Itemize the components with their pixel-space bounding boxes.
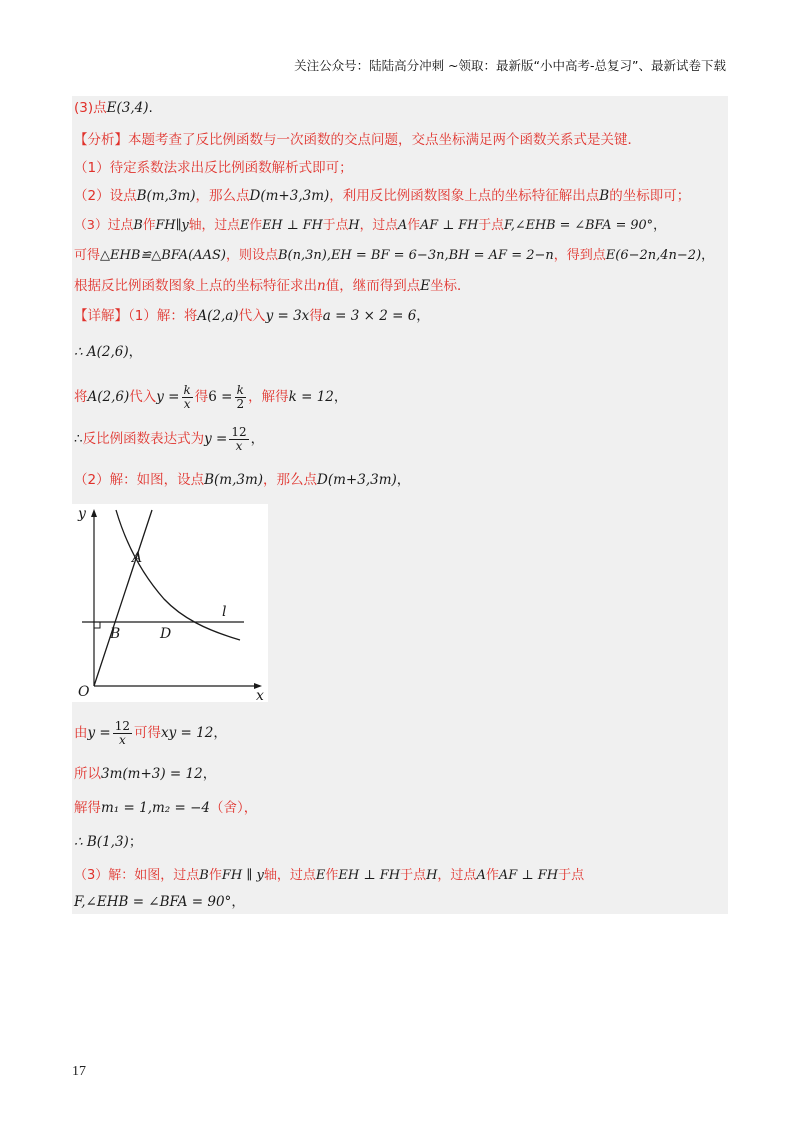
text: 作: [407, 218, 420, 233]
math: y =: [204, 431, 228, 447]
math: H: [348, 218, 360, 233]
label-l: l: [222, 604, 227, 620]
math: D(m+3,3m): [317, 472, 397, 488]
text: ，: [701, 248, 715, 263]
line-analysis-2: [74, 186, 690, 206]
label-a: A: [132, 550, 143, 566]
denominator: x: [235, 438, 243, 453]
line-part2-eq3: [74, 798, 257, 818]
label-y: y: [78, 506, 86, 522]
text: ，: [213, 725, 227, 741]
math: xy = 12: [161, 725, 214, 741]
analysis-tag: 【分析】: [74, 132, 128, 148]
text: ，: [416, 308, 430, 324]
text: 作: [485, 868, 499, 883]
text: 作: [249, 218, 263, 233]
text: （2）设点: [74, 188, 137, 204]
graph-svg: [72, 504, 268, 702]
right-angle-marker: [94, 622, 100, 628]
math: ∴ A(2,6): [74, 344, 129, 360]
page-header: 关注公众号：陆陆高分冲刺 ~领取：最新版“小中高考-总复习”、最新试卷下载: [294, 58, 726, 73]
text: 由: [74, 725, 88, 741]
math: A(2,a): [197, 308, 239, 324]
line-part2: [74, 470, 410, 490]
numerator: k: [183, 382, 191, 397]
math: D(m+3,3m): [249, 188, 330, 204]
text: 本题考查了反比例函数与一次函数的交点问题，交点坐标满足两个函数关系式是关键．: [128, 132, 641, 148]
math: m₁ = 1,m₂ = −4: [101, 800, 210, 816]
line-detail-4: [74, 424, 264, 454]
text: 将: [74, 389, 88, 405]
math: B: [133, 218, 143, 233]
text: ，得到点: [553, 248, 606, 263]
text: 解得: [74, 800, 101, 816]
text: 作: [208, 868, 222, 883]
math: △EHB≌△BFA(AAS): [100, 248, 226, 263]
math: H: [426, 868, 438, 883]
math: E: [420, 278, 431, 294]
denominator: 2: [236, 396, 245, 411]
line-part3b: [74, 892, 245, 912]
detail-tag: 【详解】: [74, 308, 128, 324]
text: 得: [309, 308, 323, 324]
text: 轴，过点: [188, 218, 240, 233]
math: 6 =: [208, 389, 233, 405]
label-d: D: [160, 626, 172, 642]
text: 于点: [400, 868, 427, 883]
math: A: [397, 218, 408, 233]
label-x: x: [256, 688, 264, 702]
text: ，: [653, 218, 666, 233]
text: ，: [333, 389, 348, 405]
math: a = 3 × 2 = 6: [322, 308, 417, 324]
math: A: [476, 868, 486, 883]
math: AF ⊥ FH: [498, 868, 559, 883]
text: 根据反比例函数图象上点的坐标特征求出: [74, 278, 317, 294]
text: （1）解：将: [128, 308, 198, 324]
denominator: x: [118, 732, 126, 747]
math: ∴ B(1,3): [74, 834, 129, 850]
hyperbola-curve: [116, 510, 240, 640]
text: ，过点: [437, 868, 477, 883]
line-part2-eq4: [74, 832, 142, 852]
text: 于点: [478, 218, 504, 233]
text: ，: [396, 472, 411, 488]
line-analysis: [74, 130, 641, 150]
math: E: [239, 218, 250, 233]
linear-function-line: [94, 510, 152, 686]
text: 得: [194, 389, 209, 405]
text: 可得: [134, 725, 162, 741]
math: y =: [156, 389, 180, 405]
math: n: [317, 278, 326, 294]
line-analysis-3c: [74, 276, 471, 296]
text: 可得: [74, 248, 101, 263]
line-detail-1: [74, 306, 430, 326]
math: F,∠EHB = ∠BFA = 90°: [503, 218, 654, 233]
text: 代入: [129, 389, 157, 405]
text: 轴，过点: [263, 868, 316, 883]
denominator: x: [183, 396, 191, 411]
numerator: 12: [114, 718, 131, 733]
text: ，利用反比例函数图象上点的坐标特征解出点: [329, 188, 600, 204]
page-number: 17: [72, 1064, 86, 1079]
line-answer-3: [74, 98, 153, 118]
text: （1）待定系数法求出反比例函数解析式即可；: [74, 160, 353, 176]
math: EH ⊥ FH: [338, 868, 401, 883]
math: y: [181, 218, 189, 233]
math: B(m,3m): [136, 188, 196, 204]
line-detail-3: [74, 382, 347, 412]
text: ，: [202, 766, 217, 782]
line-analysis-3: [74, 216, 666, 236]
text: ，则设点: [225, 248, 278, 263]
math: y =: [87, 725, 111, 741]
function-graph-figure: [72, 504, 268, 702]
math: A(2,6): [87, 389, 130, 405]
math: E(3,4): [106, 100, 149, 116]
label-o: O: [78, 684, 90, 700]
line-detail-2: [74, 342, 142, 362]
math: E: [315, 868, 326, 883]
math: k = 12: [288, 389, 334, 405]
math: E(6−2n,4n−2): [605, 248, 702, 263]
text: 坐标．: [430, 278, 471, 294]
text: ，: [128, 344, 143, 360]
math: FH: [155, 218, 176, 233]
line-part2-eq2: [74, 764, 216, 784]
text: 所以: [74, 766, 101, 782]
text: （3）解：如图，过点: [74, 868, 200, 883]
text: .: [148, 100, 153, 116]
math: EH ⊥ FH: [262, 218, 323, 233]
text: (3)点: [74, 100, 107, 116]
fraction: [182, 384, 193, 411]
math: B(m,3m): [204, 472, 264, 488]
text: 作: [142, 218, 156, 233]
text: ，那么点: [263, 472, 318, 488]
text: ，那么点: [195, 188, 250, 204]
text: ，解得: [248, 389, 289, 405]
math: B(n,3n),EH = BF = 6−3n,BH = AF = 2−n: [277, 248, 554, 263]
text: 的坐标即可；: [609, 188, 691, 204]
math: y = 3x: [265, 308, 310, 324]
text: 作: [325, 868, 339, 883]
math: B: [199, 868, 209, 883]
math: F,∠EHB = ∠BFA = 90°: [74, 894, 232, 910]
numerator: k: [236, 382, 244, 397]
line-analysis-1: [74, 158, 353, 178]
fraction: [229, 426, 248, 453]
line-analysis-3b: [74, 246, 714, 266]
math: 3m(m+3) = 12: [101, 766, 203, 782]
text: 代入: [238, 308, 266, 324]
text: 值，继而得到点: [325, 278, 421, 294]
math: ∴: [74, 431, 83, 447]
math: FH ∥ y: [221, 868, 264, 883]
text: （2）解：如图，设点: [74, 472, 205, 488]
text: （3）过点: [74, 218, 134, 233]
fraction: [113, 720, 132, 747]
math: ∥: [175, 218, 182, 233]
fraction: [234, 384, 246, 411]
numerator: 12: [231, 424, 247, 439]
text: ，: [231, 894, 245, 910]
text: 于点: [322, 218, 349, 233]
text: ，: [250, 431, 265, 447]
line-part2-eq1: [74, 718, 227, 748]
text: 于点: [558, 868, 585, 883]
y-axis-arrow: [91, 509, 97, 517]
text: 反比例函数表达式为: [82, 431, 205, 447]
math: B: [599, 188, 610, 204]
text: （舍），: [210, 800, 258, 816]
math: AF ⊥ FH: [420, 218, 479, 233]
text: ；: [128, 834, 143, 850]
text: ，过点: [359, 218, 398, 233]
label-b: B: [110, 626, 121, 642]
line-part3: [74, 866, 584, 886]
